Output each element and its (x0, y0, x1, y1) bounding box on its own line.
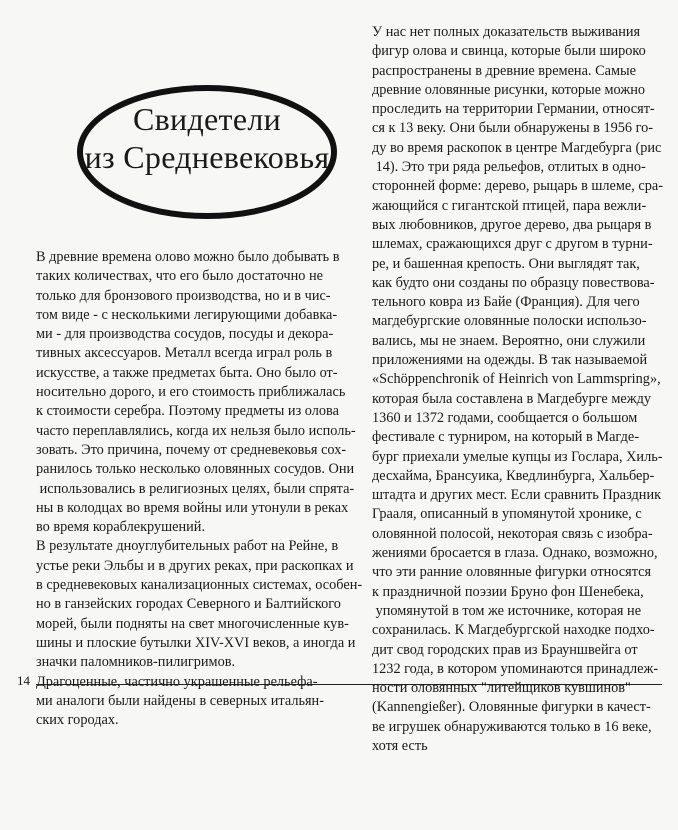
text-line: тельного ковра из Байе (Франция). Для чего (372, 294, 640, 311)
text-line: оловянной полосой, некоторая связь с изобра- (372, 525, 653, 542)
text-line: искусстве, а также предметах быта. Оно было от- (36, 364, 338, 381)
text-line: Грааля, описанный в упомянутой хронике, с (372, 506, 642, 523)
text-line: ми аналоги были найдены в северных итальян- (36, 692, 324, 709)
page-number: 14 (17, 673, 30, 688)
text-line: во время кораблекрушений. (36, 519, 206, 536)
chapter-title (76, 100, 338, 176)
chapter-title-line-1: Свидетели (132, 101, 282, 137)
text-line: древние оловянные рисунки, которые можно (372, 81, 646, 98)
text-line: ских городах. (36, 712, 119, 729)
text-line: что эти ранние оловянные фигурки относятся (372, 564, 652, 581)
text-line: 1360 и 1372 годами, сообщается о большом (372, 409, 638, 426)
text-line: дит свод городских прав из Брауншвейга от (372, 641, 638, 658)
text-line: зовать. Это причина, почему от средневековья сох- (36, 441, 347, 458)
text-line: но в ганзейских городах Северного и Балтийского (36, 596, 341, 613)
text-line: бург приехали умелые купцы из Гослара, Хиль- (372, 448, 663, 465)
text-line: магдебургские оловянные полоски использо- (372, 313, 647, 330)
text-line: жающийся с гигантской птицей, пара вежли- (372, 197, 647, 214)
text-line: часто переплавлялись, когда их нельзя было исполь- (36, 422, 356, 439)
text-line: распространены в древние времена. Самые (372, 62, 636, 79)
text-line: проследить на территории Германии, относят- (372, 101, 655, 118)
text-line: ми - для производства сосудов, посуды и декора- (36, 326, 334, 343)
text-line: (Kannengießer). Оловянные фигурки в качест- (372, 699, 651, 716)
text-line: том виде - с несколькими легирующими добавка- (36, 306, 338, 323)
text-line: «Schöppenchronik of Heinrich von Lammspring», (372, 371, 661, 388)
text-line: хотя есть (372, 737, 428, 754)
text-line: только для бронзового производства, но и в чис- (36, 287, 331, 304)
text-line: вались, мы не знаем. Вероятно, они служили (372, 332, 646, 349)
text-line: ны в колодцах во время войны или утонули в реках (36, 499, 349, 516)
left-text-column (36, 248, 363, 730)
text-line: сохранилась. К Магдебургской находке подхо- (372, 622, 655, 639)
text-line: к стоимости серебра. Поэтому предметы из олова (36, 403, 339, 420)
text-line: как будто они созданы по образцу повествова- (372, 274, 655, 291)
text-line: таких количествах, что его было достаточно не (36, 268, 323, 285)
footer-rule (36, 684, 662, 685)
text-line: ности оловянных "литейщиков кувшинов" (372, 680, 631, 697)
text-line: шины и плоские бутылки XIV-XVI веков, а иногда и (36, 634, 356, 651)
text-line: У нас нет полных доказательств выживания (372, 24, 641, 40)
text-line: Драгоценные, частично украшенные рельефа- (36, 673, 318, 690)
text-line: упомянутой в том же источнике, которая не (372, 602, 642, 619)
text-line: которая была составлена в Магдебурге между (372, 390, 652, 407)
text-line: шлемах, сражающихся друг с другом в турни- (372, 236, 653, 253)
text-line: приложениями на одежды. В так называемой (372, 352, 648, 369)
text-line: В древние времена олово можно было добывать в (36, 249, 340, 265)
text-line: десхайма, Брансуика, Кведлинбурга, Хальбер- (372, 467, 655, 484)
right-text-column (372, 23, 664, 756)
text-line: 14). Это три ряда рельефов, отлитых в одно- (372, 159, 646, 176)
chapter-title-line-2: из Средневековья (84, 139, 330, 175)
text-line: фигур олова и свинца, которые были широко (372, 43, 646, 60)
text-line: 1232 года, в котором упоминаются принадлеж- (372, 660, 659, 677)
text-line: вых любовников, другое дерево, два рыцаря в (372, 216, 652, 233)
text-line: к праздничной поэзии Бруно фон Шенебека, (372, 583, 644, 600)
text-line: ся к 13 веку. Они были обнаружены в 1956 го- (372, 120, 654, 137)
text-line: фестивале с турниром, на который в Магде- (372, 429, 639, 446)
text-line: жениями бросается в глаза. Однако, возможно, (372, 545, 658, 562)
text-line: в средневековых канализационных системах, особен- (36, 577, 363, 594)
text-line: ре, и башенная крепость. Они выглядят так, (372, 255, 640, 272)
text-line: тивных аксессуаров. Металл всегда играл роль в (36, 345, 333, 362)
text-line: В результате дноуглубительных работ на Рейне, в (36, 538, 339, 555)
text-line: ве игрушек обнаруживаются только в 16 веке, (372, 718, 652, 735)
text-line: ранилось только несколько оловянных сосудов. Они (36, 461, 355, 478)
text-line: штадта и других мест. Если сравнить Праздник (372, 487, 662, 504)
text-line: использовались в религиозных целях, были спрята- (36, 480, 355, 497)
text-line: морей, были подняты на свет многочисленные кув- (36, 615, 349, 632)
text-line: устье реки Эльбы и в других реках, при раскопках и (36, 557, 354, 574)
text-line: носительно дорого, и его стоимость приближалась (36, 384, 346, 401)
text-line: значки паломников-пилигримов. (36, 654, 236, 671)
text-line: ду во время раскопок в центре Магдебурга (рис (372, 139, 662, 156)
text-line: сторонней форме: дерево, рыцарь в шлеме, сра- (372, 178, 664, 195)
